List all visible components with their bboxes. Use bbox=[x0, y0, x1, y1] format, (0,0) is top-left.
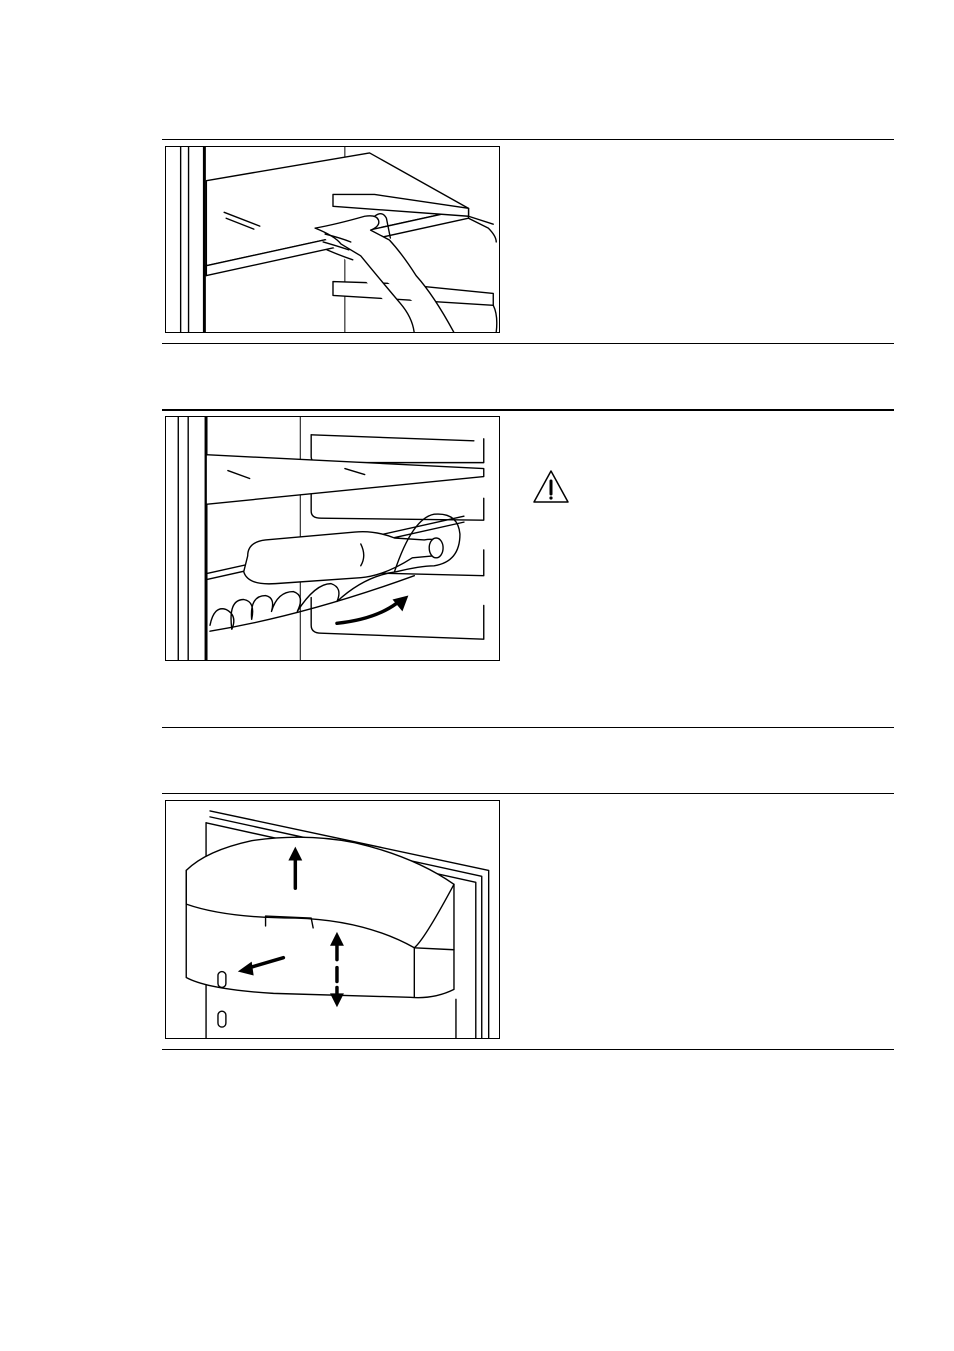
door-balcony-illustration bbox=[165, 800, 500, 1039]
shelf-removal-illustration bbox=[165, 146, 500, 333]
section-rule-bottom-3 bbox=[162, 1049, 894, 1050]
section-rule-top-2 bbox=[162, 409, 894, 411]
bottle-rack-illustration bbox=[165, 416, 500, 661]
section-rule-top-1 bbox=[162, 139, 894, 140]
section-rule-top-3 bbox=[162, 793, 894, 794]
section-rule-bottom-2 bbox=[162, 727, 894, 728]
warning-triangle-icon bbox=[531, 468, 571, 506]
section-rule-bottom-1 bbox=[162, 343, 894, 344]
